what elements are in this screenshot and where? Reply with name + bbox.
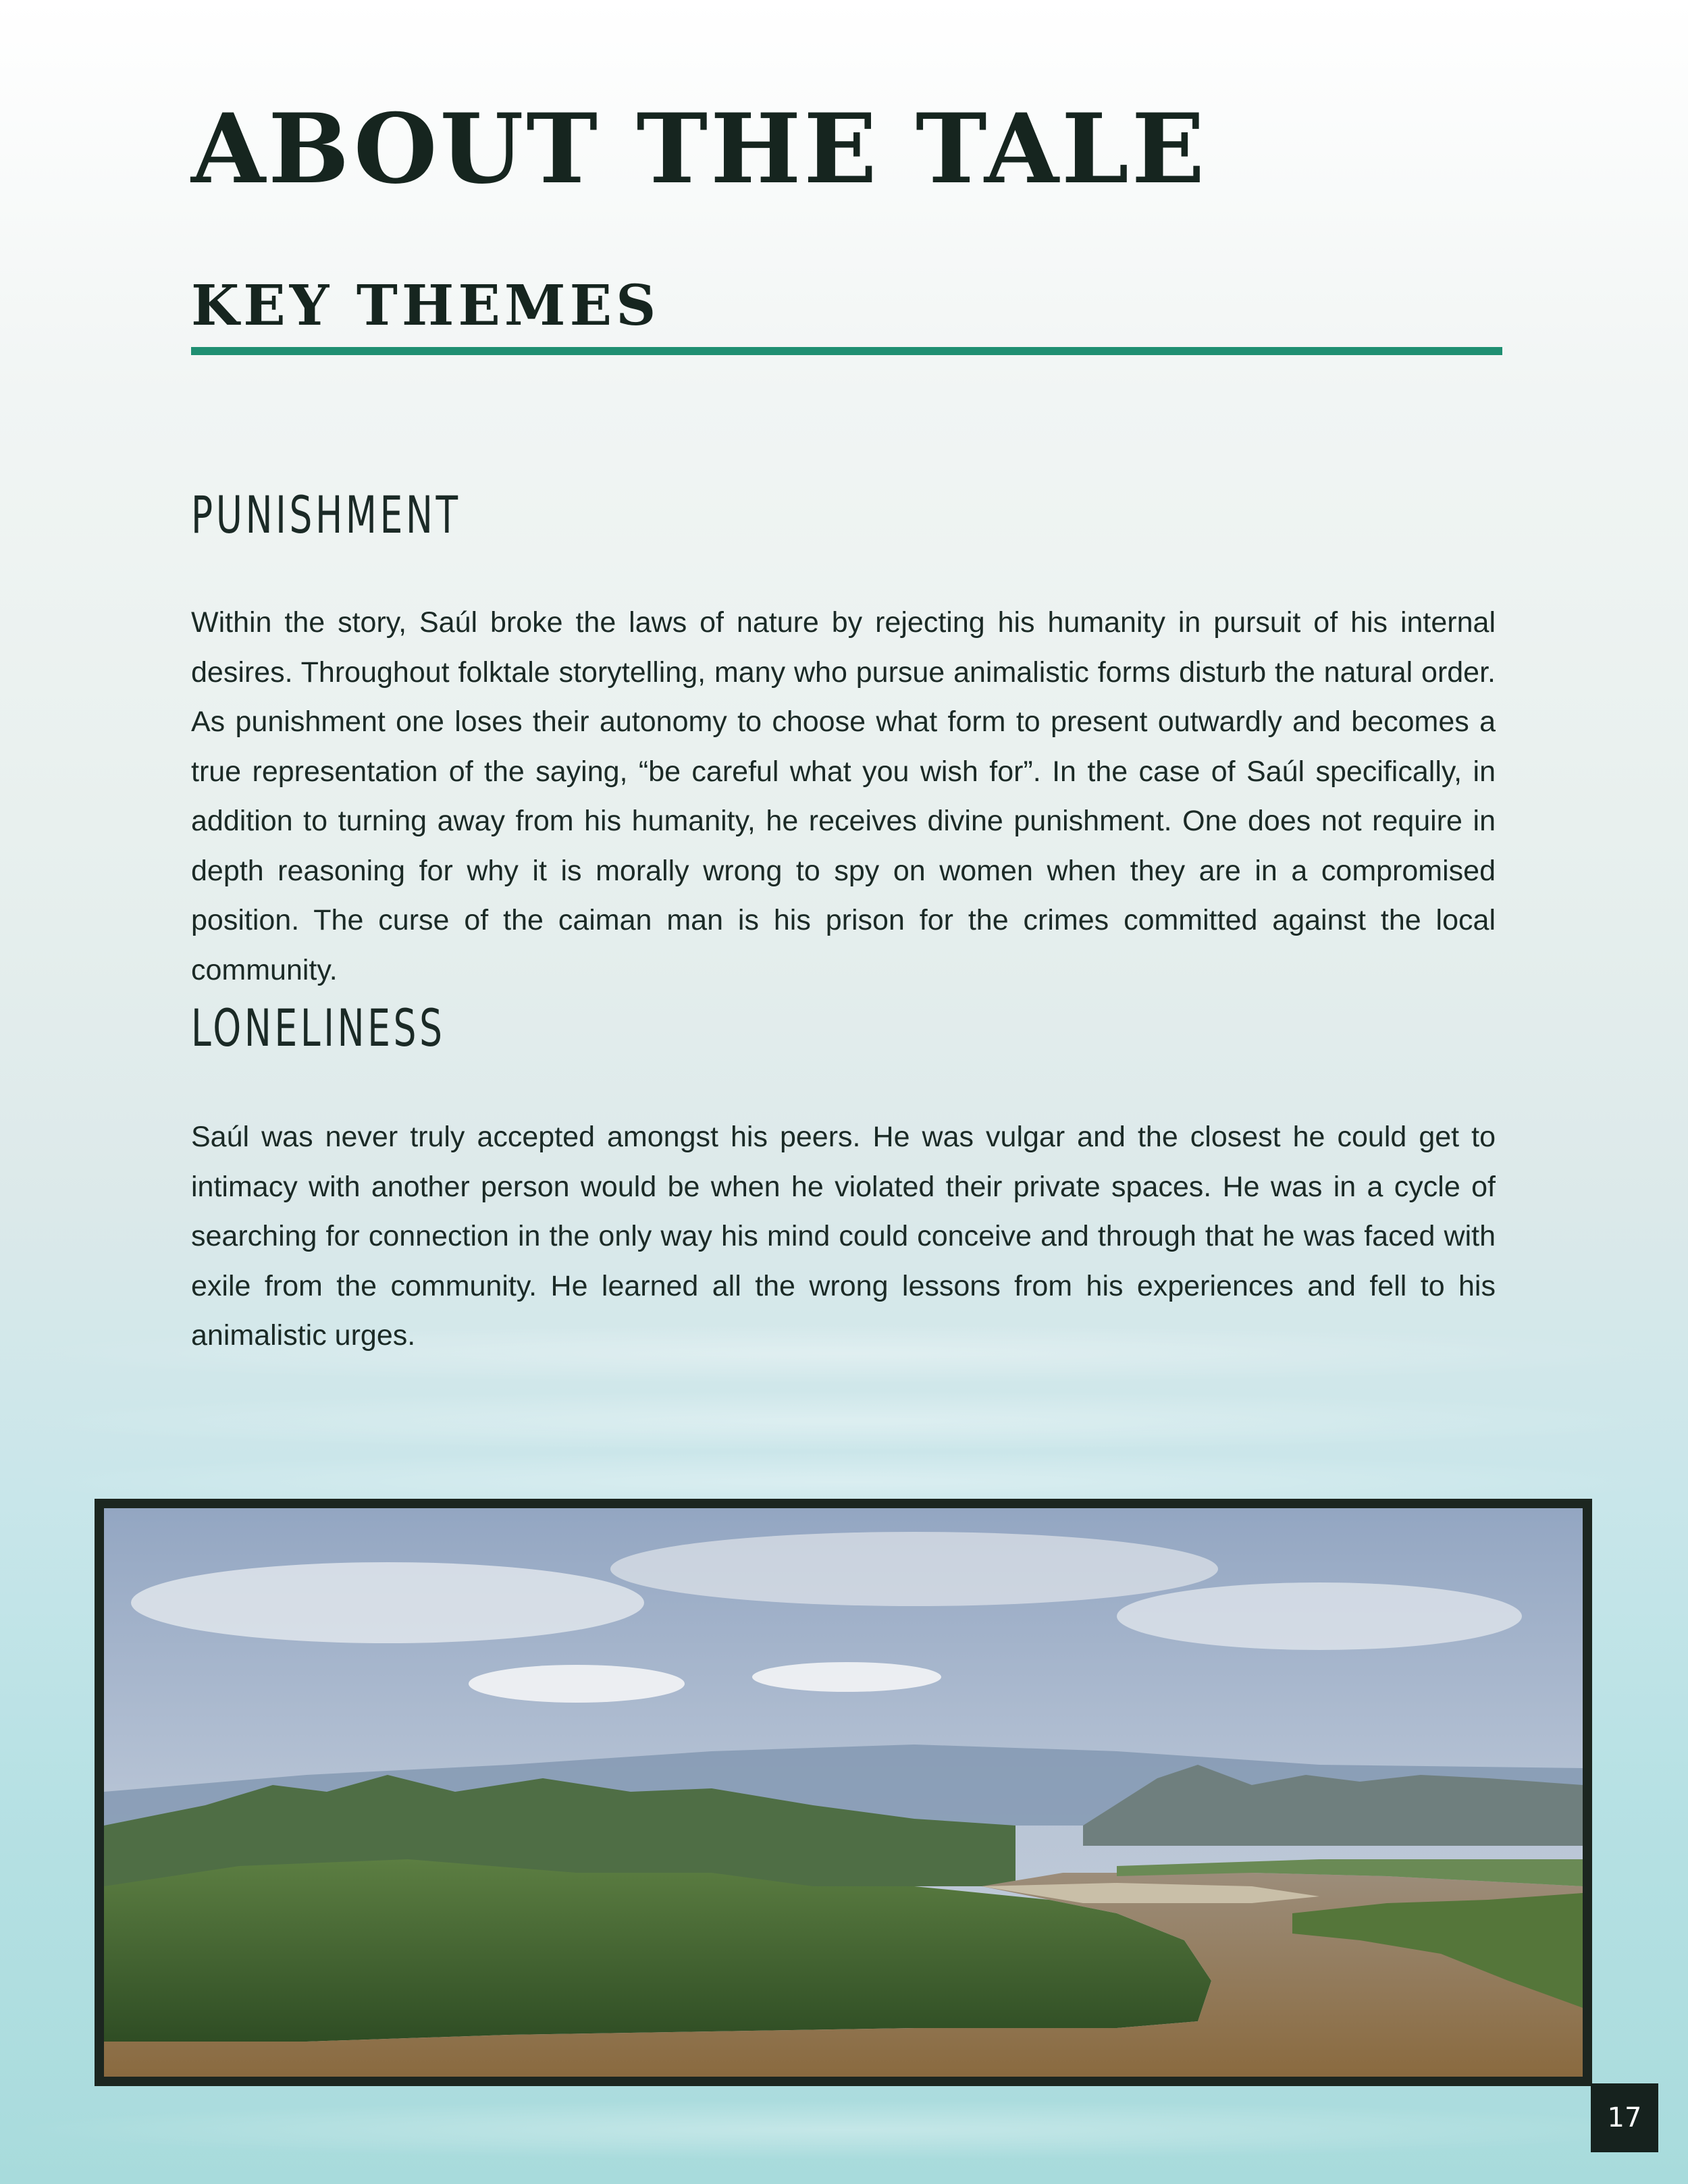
title-divider [191,347,1502,355]
heading-loneliness: LONELINESS [191,998,446,1058]
landscape-photo-frame [95,1499,1592,2086]
paragraph-punishment: Within the story, Saúl broke the laws of nature by rejecting his humanity in pursuit of his internal desires. Throughout folktale storytelling, many who pursue animalistic forms disturb the natural order. As punishment one loses their autonomy to choose what form to present outwardly and becomes a true representation of the saying, “be careful what you wish for”. In the case of Saúl specifically, in addition to turning away from his humanity, he receives divine punishment. One does not require in depth reasoning for why it is morally wrong to spy on women when they are in a compromised position. The curse of the caiman man is his prison for the crimes committed against the local community. [191,606,1496,986]
section-title-key-themes: KEY THEMES [191,273,660,338]
paragraph-loneliness: Saúl was never truly accepted amongst his peers. He was vulgar and the closest he could get to intimacy with another person would be when he violated their private spaces. He was in a cycle of searching for connection in the only way his mind could conceive and through that he was faced with exile from the community. He learned all the wrong lessons from his experiences and fell to his animalistic urges. [191,1121,1496,1352]
heading-punishment: PUNISHMENT [191,485,461,545]
page-title: ABOUT THE TALE [191,93,1208,205]
river-landscape-photo [104,1508,1583,2077]
page-number: 17 [1591,2083,1658,2152]
